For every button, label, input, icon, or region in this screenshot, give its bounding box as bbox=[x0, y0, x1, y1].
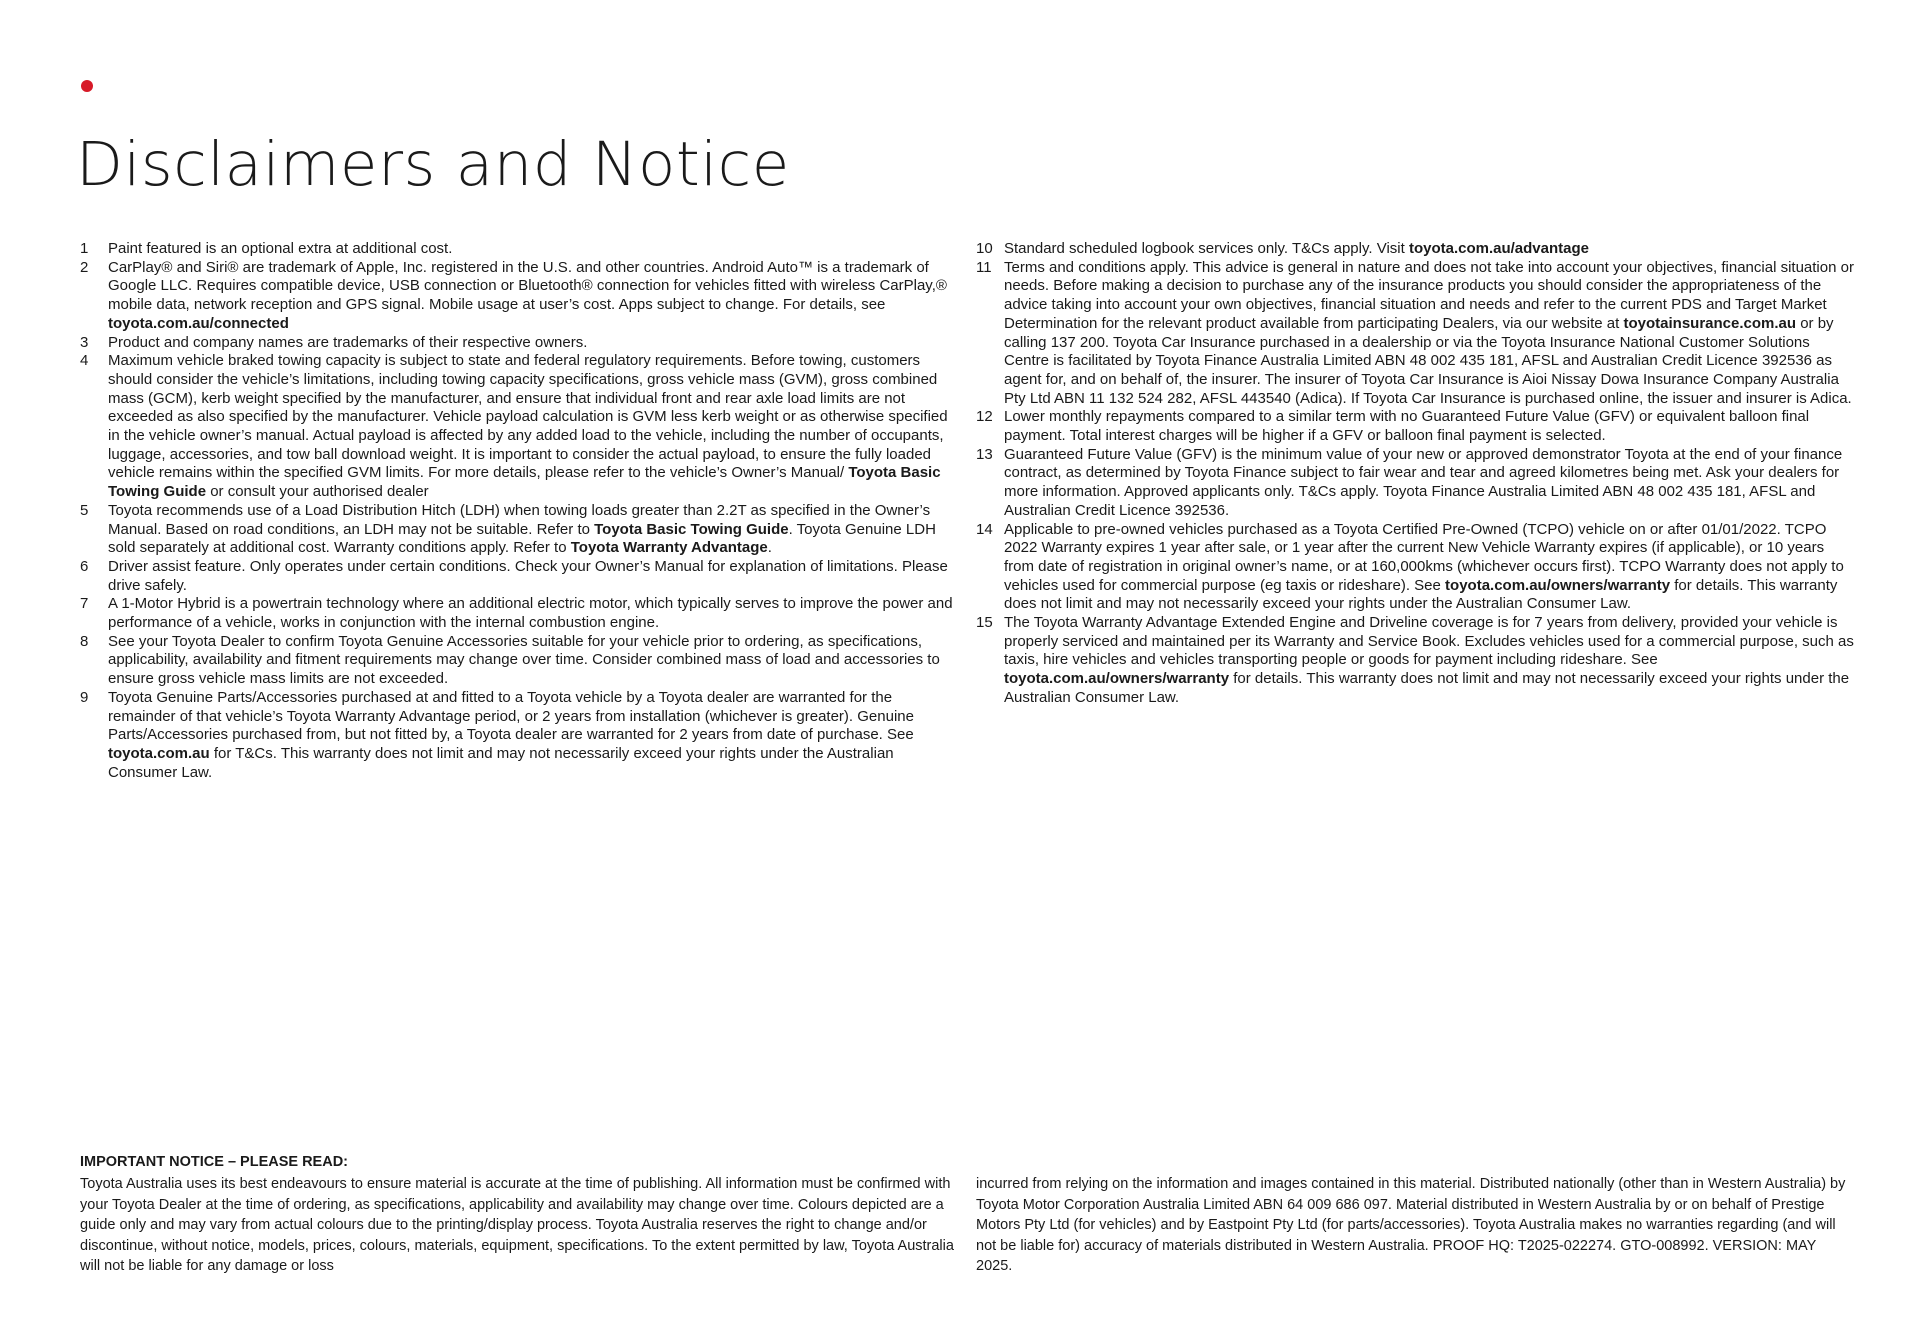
disclaimer-text-segment: or by calling 137 200. Toyota Car Insurance purchased in a dealership or via the Toyota Insurance National Customer Solutions Centre is facilitated by Toyota Finance Australia Limited ABN 48 002 435 181, AFSL and Australian Credit Licence 392536 as agent for, and on behalf of, the insurer. The insurer of Toyota Car Insurance is Aioi Nissay Dowa Insurance Company Australia Pty Ltd ABN 11 132 524 282, AFSL 443540 (Adica). If Toyota Car Insurance is purchased online, the issuer and insurer is Adica. bbox=[1004, 314, 1852, 407]
disclaimer-text-segment: Applicable to pre-owned vehicles purchased as a Toyota Certified Pre-Owned (TCPO) vehicle on or after 01/01/2022. TCPO 2022 Warranty expires 1 year after sale, or 1 year after the current New Vehicle Warranty expires (if applicable), or 10 years from date of registration in original owner’s name, or at 160,000kms (whichever occurs first). TCPO Warranty does not apply to vehicles used for commercial purpose (eg taxis or rideshare). See bbox=[1004, 520, 1844, 594]
disclaimer-number: 4 bbox=[80, 352, 89, 370]
disclaimer-text bbox=[108, 259, 960, 334]
disclaimer-link-text: toyota.com.au/owners/warranty bbox=[1445, 576, 1671, 594]
disclaimer-item bbox=[976, 408, 1856, 445]
disclaimer-number: 14 bbox=[976, 520, 993, 538]
important-notice-text-left: Toyota Australia uses its best endeavours to ensure material is accurate at the time of publishing. All information must be confirmed with your Toyota Dealer at the time of ordering, as specifications, applicability and availability may change over time. Colours depicted are a guide only and may vary from actual colours due to the printing/display process. Toyota Australia reserves the right to change and/or discontinue, without notice, models, prices, colours, materials, equipment, specifications. To the extent permitted by law, Toyota Australia will not be liable for any damage or loss bbox=[80, 1176, 954, 1275]
disclaimer-text bbox=[108, 334, 960, 353]
disclaimer-text bbox=[108, 240, 960, 259]
disclaimer-number: 1 bbox=[80, 240, 89, 257]
disclaimer-link-text: Toyota Warranty Advantage bbox=[570, 539, 768, 557]
disclaimer-item bbox=[976, 240, 1856, 259]
disclaimer-number: 12 bbox=[976, 408, 993, 426]
disclaimers-left-column bbox=[80, 240, 960, 782]
disclaimer-text bbox=[1004, 408, 1856, 445]
disclaimer-item bbox=[80, 502, 960, 558]
disclaimer-number: 13 bbox=[976, 445, 993, 463]
disclaimer-text-segment: for details. This warranty does not limit and may not necessarily exceed your rights under the Australian Consumer Law. bbox=[1004, 576, 1838, 613]
disclaimer-text-segment: Lower monthly repayments compared to a similar term with no Guaranteed Future Value (GFV) or equivalent balloon final payment. Total interest charges will be higher if a GFV or balloon final payment is selected. bbox=[1004, 408, 1810, 445]
disclaimer-number: 11 bbox=[976, 258, 992, 276]
disclaimer-item bbox=[976, 614, 1856, 708]
disclaimer-text-segment: . Toyota Genuine LDH sold separately at additional cost. Warranty conditions apply. Refer to bbox=[108, 520, 936, 557]
disclaimer-text-segment: Terms and conditions apply. This advice is general in nature and does not take into account your objectives, financial situation or needs. Before making a decision to purchase any of the insurance products you should consider the appropriateness of the advice taking into account your own objectives, financial situation and needs and refer to the current PDS and Target Market Determination for the relevant product available from participating Dealers, via our website at bbox=[1004, 258, 1854, 332]
disclaimer-text-segment: Guaranteed Future Value (GFV) is the minimum value of your new or approved demonstrator Toyota at the end of your finance contract, as determined by Toyota Finance subject to fair wear and tear and agreed kilometres being met. Ask your dealers for more information. Approved applicants only. T&Cs apply. Toyota Finance Australia Limited ABN 48 002 435 181, AFSL and Australian Credit Licence 392536. bbox=[1004, 445, 1843, 519]
disclaimer-text-segment: CarPlay® and Siri® are trademark of Apple, Inc. registered in the U.S. and other countries. Android Auto™ is a trademark of Google LLC. Requires compatible device, USB connection or Bluetooth® connection for vehicles fitted with wireless CarPlay,® mobile data, network reception and GPS signal. Mobile usage at user’s cost. Apps subject to change. For details, see bbox=[108, 258, 947, 314]
disclaimer-number: 8 bbox=[80, 632, 89, 650]
disclaimer-item bbox=[80, 595, 960, 632]
disclaimer-text-segment: Product and company names are trademarks of their respective owners. bbox=[108, 333, 588, 351]
disclaimer-text bbox=[1004, 614, 1856, 708]
disclaimer-text-segment: or consult your authorised dealer bbox=[206, 483, 429, 501]
disclaimer-text-segment: Standard scheduled logbook services only. T&Cs apply. Visit bbox=[1004, 240, 1409, 257]
red-dot-icon bbox=[81, 80, 93, 92]
disclaimer-text bbox=[108, 595, 960, 632]
disclaimer-item bbox=[80, 240, 960, 259]
disclaimer-text bbox=[108, 633, 960, 689]
disclaimer-item bbox=[976, 259, 1856, 409]
disclaimer-text-segment: A 1-Motor Hybrid is a powertrain technology where an additional electric motor, which typically serves to improve the power and performance of a vehicle, works in conjunction with the internal combustion engine. bbox=[108, 595, 953, 632]
disclaimer-text-segment: for details. This warranty does not limit and may not necessarily exceed your rights under the Australian Consumer Law. bbox=[1004, 670, 1850, 706]
disclaimer-text bbox=[1004, 446, 1856, 521]
disclaimer-text-segment: See your Toyota Dealer to confirm Toyota Genuine Accessories suitable for your vehicle prior to ordering, as specifications, applicability, availability and fitment requirements may change over time. Consider combined mass of load and accessories to ensure gross vehicle mass limits are not exceeded. bbox=[108, 632, 940, 688]
disclaimer-item bbox=[80, 352, 960, 502]
page-title: Disclaimers and Notice bbox=[76, 129, 790, 200]
disclaimer-item bbox=[80, 334, 960, 353]
disclaimer-text bbox=[108, 352, 960, 502]
disclaimer-item bbox=[80, 558, 960, 595]
disclaimer-text-segment: Toyota Genuine Parts/Accessories purchased at and fitted to a Toyota vehicle by a Toyota dealer are warranted for the remainder of that vehicle’s Toyota Warranty Advantage period, or 2 years from installation (whichever is greater). Genuine Parts/Accessories purchased from, but not fitted by, a Toyota dealer are warranted for 2 years from date of purchase. See bbox=[108, 688, 914, 744]
disclaimer-text bbox=[1004, 240, 1856, 259]
disclaimer-link-text: toyota.com.au/connected bbox=[108, 314, 289, 332]
disclaimer-item bbox=[80, 689, 960, 783]
disclaimer-link-text: toyotainsurance.com.au bbox=[1623, 314, 1797, 332]
disclaimer-text-segment: Driver assist feature. Only operates under certain conditions. Check your Owner’s Manual for explanation of limitations. Please drive safely. bbox=[108, 557, 948, 594]
disclaimer-text bbox=[1004, 259, 1856, 409]
disclaimer-text-segment: Toyota recommends use of a Load Distribution Hitch (LDH) when towing loads greater than 2.2T as specified in the Owner’s Manual. Based on road conditions, an LDH may not be suitable. Refer to bbox=[108, 501, 931, 538]
disclaimer-text bbox=[108, 558, 960, 595]
disclaimer-item bbox=[976, 446, 1856, 521]
disclaimer-link-text: toyota.com.au/owners/warranty bbox=[1004, 670, 1230, 688]
disclaimer-text-segment: for T&Cs. This warranty does not limit and may not necessarily exceed your rights under the Australian Consumer Law. bbox=[108, 744, 894, 781]
disclaimer-text bbox=[108, 502, 960, 558]
disclaimer-item bbox=[976, 521, 1856, 615]
disclaimer-number: 5 bbox=[80, 501, 89, 519]
disclaimer-text-segment: The Toyota Warranty Advantage Extended Engine and Driveline coverage is for 7 years from delivery, provided your vehicle is properly serviced and maintained per its Warranty and Service Book. Excludes vehicles used for a commercial purpose, such as taxis, hire vehicles and vehicles transporting people or goods for payment including rideshare. See bbox=[1004, 614, 1854, 669]
disclaimer-number: 7 bbox=[80, 595, 89, 613]
disclaimer-number: 6 bbox=[80, 557, 89, 575]
disclaimer-text bbox=[1004, 521, 1856, 615]
disclaimer-number: 3 bbox=[80, 333, 89, 351]
disclaimer-link-text: toyota.com.au bbox=[108, 744, 210, 762]
disclaimer-text bbox=[108, 689, 960, 783]
disclaimer-text-segment: Paint featured is an optional extra at additional cost. bbox=[108, 240, 453, 257]
important-notice-heading: IMPORTANT NOTICE – PLEASE READ: bbox=[80, 1154, 348, 1170]
disclaimer-item bbox=[80, 259, 960, 334]
disclaimer-number: 10 bbox=[976, 240, 993, 257]
disclaimer-text-segment: . bbox=[767, 539, 772, 557]
disclaimer-text-segment: Maximum vehicle braked towing capacity is subject to state and federal regulatory requirements. Before towing, customers should consider the vehicle’s limitations, including towing capacity specifications, gross vehicle mass (GVM), gross combined mass (GCM), kerb weight specified by the manufacturer, and ensure that individual front and rear axle load limits are not exceeded as also specified by the manufacturer. Vehicle payload calculation is GVM less kerb weight or as otherwise specified in the vehicle owner’s manual. Actual payload is affected by any added load to the vehicle, including the number of occupants, luggage, accessories, and tow ball download weight. It is important to consider the actual payload, to ensure the fully loaded vehicle remains within the specified GVM limits. For more details, please refer to the vehicle’s Owner’s Manual/ bbox=[108, 352, 948, 482]
disclaimer-link-text: toyota.com.au/advantage bbox=[1408, 240, 1589, 257]
disclaimer-item bbox=[80, 633, 960, 689]
disclaimers-right-column bbox=[976, 240, 1856, 708]
disclaimer-link-text: Toyota Basic Towing Guide bbox=[108, 464, 941, 501]
disclaimer-link-text: Toyota Basic Towing Guide bbox=[594, 520, 789, 538]
disclaimer-number: 2 bbox=[80, 258, 89, 276]
disclaimer-number: 15 bbox=[976, 614, 993, 632]
important-notice-text-right: incurred from relying on the information and images contained in this material. Distributed nationally (other than in Western Australia) by Toyota Motor Corporation Australia Limited ABN 64 009 686 097. Material distributed in Western Australia by or on behalf of Prestige Motors Pty Ltd (for vehicles) and by Eastpoint Pty Ltd (for parts/accessories). Toyota Australia makes no warranties regarding (and will not be liable for) accuracy of materials distributed in Western Australia. PROOF HQ: T2025-022274. GTO-008992. VERSION: MAY 2025. bbox=[976, 1176, 1846, 1275]
disclaimer-number: 9 bbox=[80, 688, 89, 706]
